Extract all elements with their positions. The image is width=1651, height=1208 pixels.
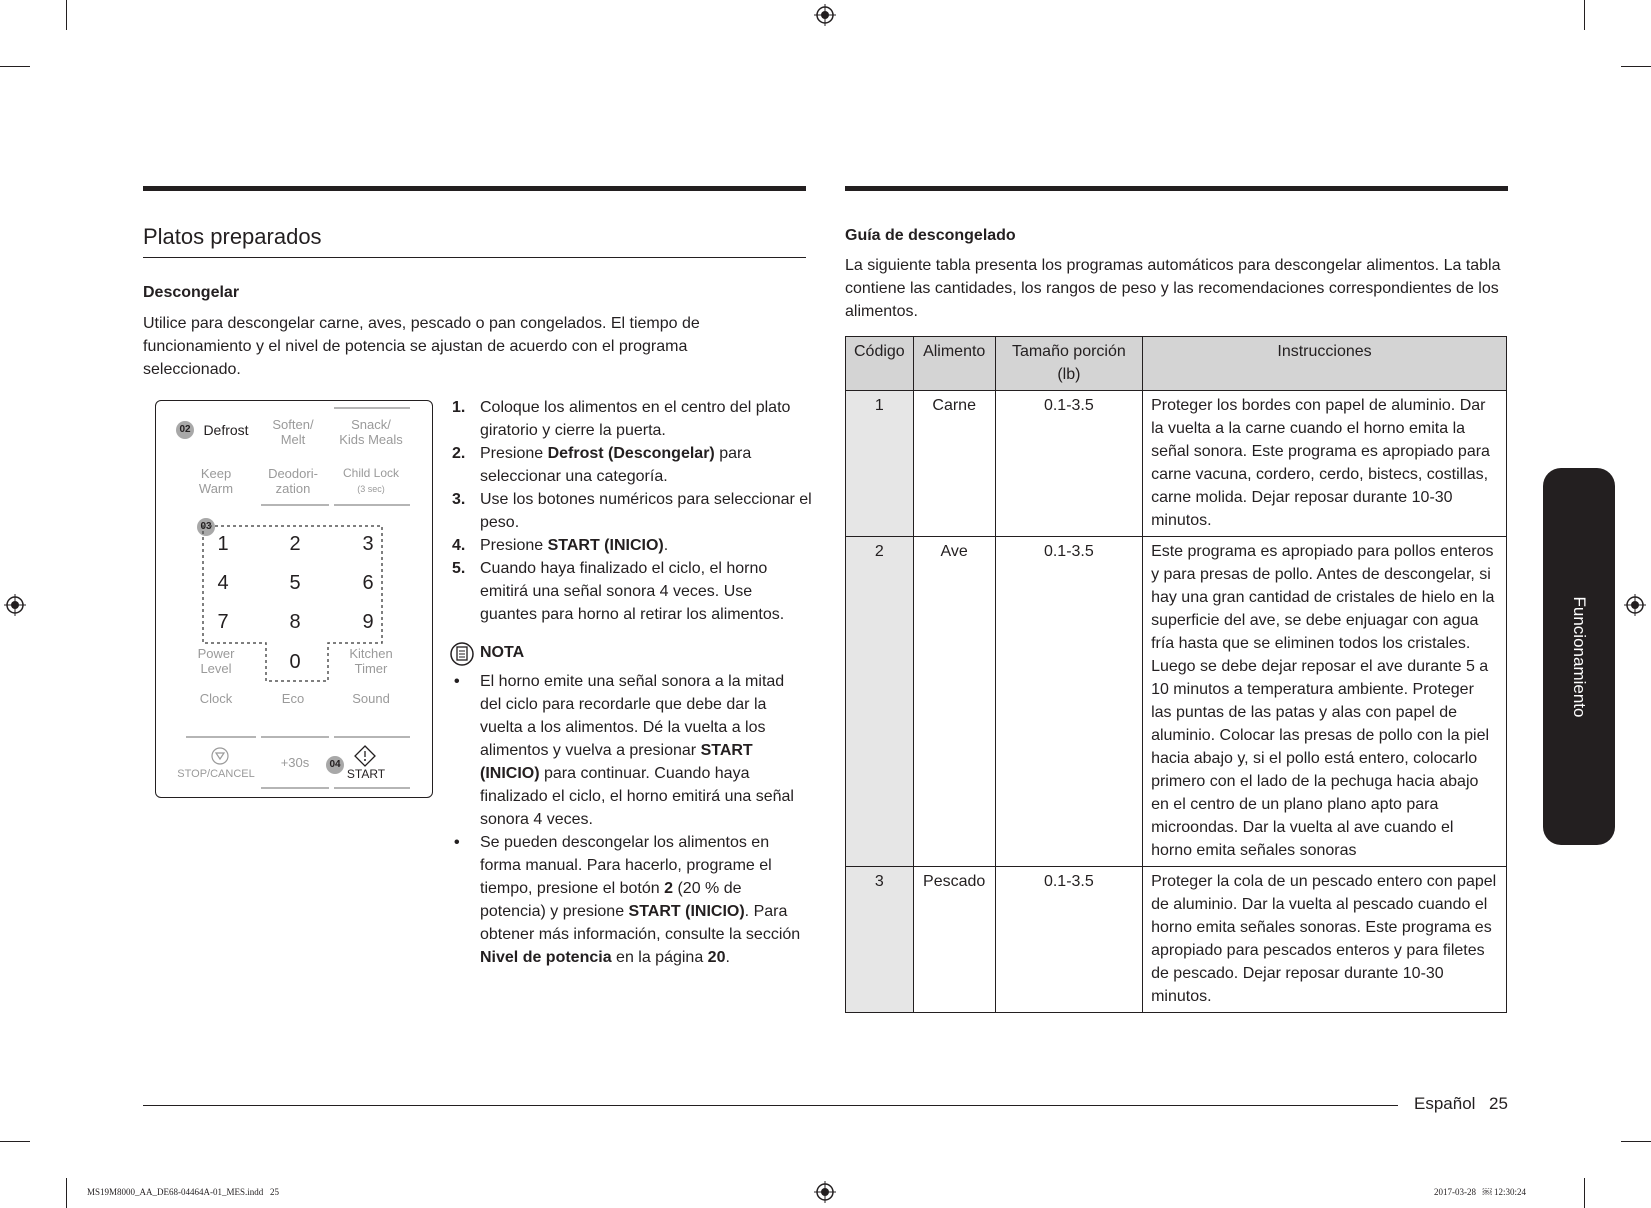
plus-30s-key[interactable]: +30s <box>280 755 310 770</box>
table-cell-code: 3 <box>846 867 914 1013</box>
chapter-side-tab-label: Funcionamiento <box>1570 596 1589 717</box>
crop-mark <box>1584 1178 1585 1208</box>
descongelar-intro: Utilice para descongelar carne, aves, pescado o pan congelados. El tiempo de funcionamiento y el nivel de potencia se ajustan de acuerdo con el programa seleccionado. <box>143 315 700 378</box>
deodorization-key[interactable]: Deodori- zation <box>268 466 318 496</box>
soften-melt-key[interactable]: Soften/ Melt <box>272 417 314 447</box>
number-key[interactable]: 1 <box>217 533 229 555</box>
notes-list <box>452 670 807 969</box>
table-cell-food: Pescado <box>913 867 995 1013</box>
guia-intro: La siguiente tabla presenta los programas automáticos para descongelar alimentos. La tabla contiene las cantidades, los rangos de peso y las recomendaciones correspondientes de los alimentos. <box>845 257 1501 320</box>
stop-icon <box>211 747 229 765</box>
table-header: Tamaño porción (lb) <box>995 337 1142 391</box>
note-item: • El horno emite una señal sonora a la mitad del ciclo para recordarle que debe dar la vuelta a los alimentos. Dé la vuelta a los alimentos y vuelva a presionar START (INICIO) para continuar. Cuando haya finalizado el ciclo, el horno emitirá una señal sonora 4 veces. <box>452 670 807 831</box>
step-badge-02: 02 <box>176 421 194 439</box>
table-cell-food: Ave <box>913 537 995 867</box>
step-item: 5. Cuando haya finalizado el ciclo, el horno emitirá una señal sonora 4 veces. Use guantes para horno al retirar los alimentos. <box>452 560 785 623</box>
child-lock-key[interactable]: Child Lock <box>342 466 400 480</box>
keep-warm-key[interactable]: Keep Warm <box>198 466 234 496</box>
section-title-underline <box>143 257 806 258</box>
start-icon <box>354 745 376 767</box>
number-key[interactable]: 4 <box>217 572 229 594</box>
steps-list <box>452 396 812 626</box>
number-key[interactable]: 8 <box>289 611 301 633</box>
registration-mark-icon <box>814 1181 836 1203</box>
table-row <box>846 537 1507 867</box>
crop-mark <box>1621 1141 1651 1142</box>
table-row <box>846 391 1507 537</box>
file-slug: MS19M8000_AA_DE68-04464A-01_MES.indd 25 <box>87 1187 280 1197</box>
page-number: 25 <box>1489 1094 1508 1113</box>
subsection-title-guia: Guía de descongelado <box>845 227 1016 244</box>
crop-mark <box>1584 0 1585 30</box>
table-header: Código <box>846 337 914 391</box>
eco-key[interactable]: Eco <box>281 691 305 706</box>
power-level-key[interactable]: Power Level <box>197 646 235 676</box>
step-item: 1. Coloque los alimentos en el centro del plato giratorio y cierre la puerta. <box>452 399 791 439</box>
table-cell-size: 0.1-3.5 <box>995 391 1142 537</box>
table-cell-code: 1 <box>846 391 914 537</box>
step-item: 2. Presione Defrost (Descongelar) para seleccionar una categoría. <box>452 445 752 485</box>
crop-mark <box>0 1141 30 1142</box>
step-badge-04: 04 <box>326 756 344 774</box>
top-rule-right <box>845 186 1508 191</box>
table-cell-size: 0.1-3.5 <box>995 867 1142 1013</box>
crop-mark <box>1621 66 1651 67</box>
registration-mark-icon <box>4 594 26 616</box>
footer-rule <box>143 1105 1398 1106</box>
start-key[interactable]: START <box>346 767 386 781</box>
number-key[interactable]: 0 <box>289 651 301 673</box>
number-key[interactable]: 9 <box>362 611 374 633</box>
number-key[interactable]: 2 <box>289 533 301 555</box>
defrost-key[interactable]: Defrost <box>203 422 249 438</box>
crop-mark <box>0 66 30 67</box>
control-panel-illustration <box>155 400 433 798</box>
step-badge-03: 03 <box>197 518 215 536</box>
footer-language: Español <box>1414 1094 1476 1113</box>
date-slug: 2017-03-28 ￼ 12:30:24 <box>1434 1187 1526 1197</box>
defrost-guide-table <box>845 336 1507 1013</box>
note-item: • Se pueden descongelar los alimentos en forma manual. Para hacerlo, programe el tiempo, presione el botón 2 (20 % de potencia) y presione START (INICIO). Para obtener más información, consulte la sección Nivel de potencia en la página 20. <box>452 831 807 969</box>
crop-mark <box>66 1178 67 1208</box>
number-key[interactable]: 5 <box>289 572 301 594</box>
step-item: 3. Use los botones numéricos para seleccionar el peso. <box>452 491 812 531</box>
table-cell-instructions: Este programa es apropiado para pollos enteros y para presas de pollo. Antes de descongelar, si hay una gran cantidad de cristales de hielo en la superficie del ave, se debe enjuagar con agua fría hasta que se eliminen todos los cristales. Luego se debe dejar reposar el ave durante 5 a 10 minutos a temperatura ambiente. Proteger las puntas de las patas y alas con papel de aluminio. Colocar las presas de pollo con la piel hacia abajo y, si el pollo está entero, colocarlo primero con el lado de la pechuga hacia abajo en el centro de un plano plano apto para microondas. Dar la vuelta al ave cuando el horno emita señales sonoras <box>1143 537 1507 867</box>
section-title: Platos preparados <box>143 224 322 249</box>
table-cell-size: 0.1-3.5 <box>995 537 1142 867</box>
sound-key[interactable]: Sound <box>352 691 390 706</box>
table-header-row <box>846 337 1507 391</box>
table-cell-food: Carne <box>913 391 995 537</box>
stop-cancel-key[interactable]: STOP/CANCEL <box>177 768 255 780</box>
table-header: Instrucciones <box>1143 337 1507 391</box>
number-key[interactable]: 6 <box>362 572 374 594</box>
top-rule-left <box>143 186 806 191</box>
note-icon <box>450 642 474 666</box>
note-label: NOTA <box>480 644 525 661</box>
table-header: Alimento <box>913 337 995 391</box>
table-cell-instructions: Proteger los bordes con papel de aluminio. Dar la vuelta a la carne cuando el horno emita la señal sonora. Este programa es apropiado para carne vacuna, cordero, cerdo, bistecs, costillas, carne molida. Dejar reposar durante 10-30 minutos. <box>1143 391 1507 537</box>
registration-mark-icon <box>1624 594 1646 616</box>
table-cell-code: 2 <box>846 537 914 867</box>
number-key[interactable]: 7 <box>217 611 229 633</box>
registration-mark-icon <box>814 4 836 26</box>
snack-kids-meals-key[interactable]: Snack/ Kids Meals <box>339 417 403 447</box>
kitchen-timer-key[interactable]: Kitchen Timer <box>349 646 393 676</box>
subsection-title-descongelar: Descongelar <box>143 284 240 301</box>
step-item: 4. Presione START (INICIO). <box>452 537 669 554</box>
table-cell-instructions: Proteger la cola de un pescado entero con papel de aluminio. Dar la vuelta al pescado cuando el horno emita señales sonoras. Este programa es apropiado para pescados enteros y para filetes de pescado. Dejar reposar durante 10-30 minutos. <box>1143 867 1507 1013</box>
clock-key[interactable]: Clock <box>199 691 233 706</box>
table-row <box>846 867 1507 1013</box>
crop-mark <box>66 0 67 30</box>
number-key[interactable]: 3 <box>362 533 374 555</box>
chapter-side-tab[interactable] <box>1543 468 1615 845</box>
child-lock-sub: (3 sec) <box>357 484 385 494</box>
